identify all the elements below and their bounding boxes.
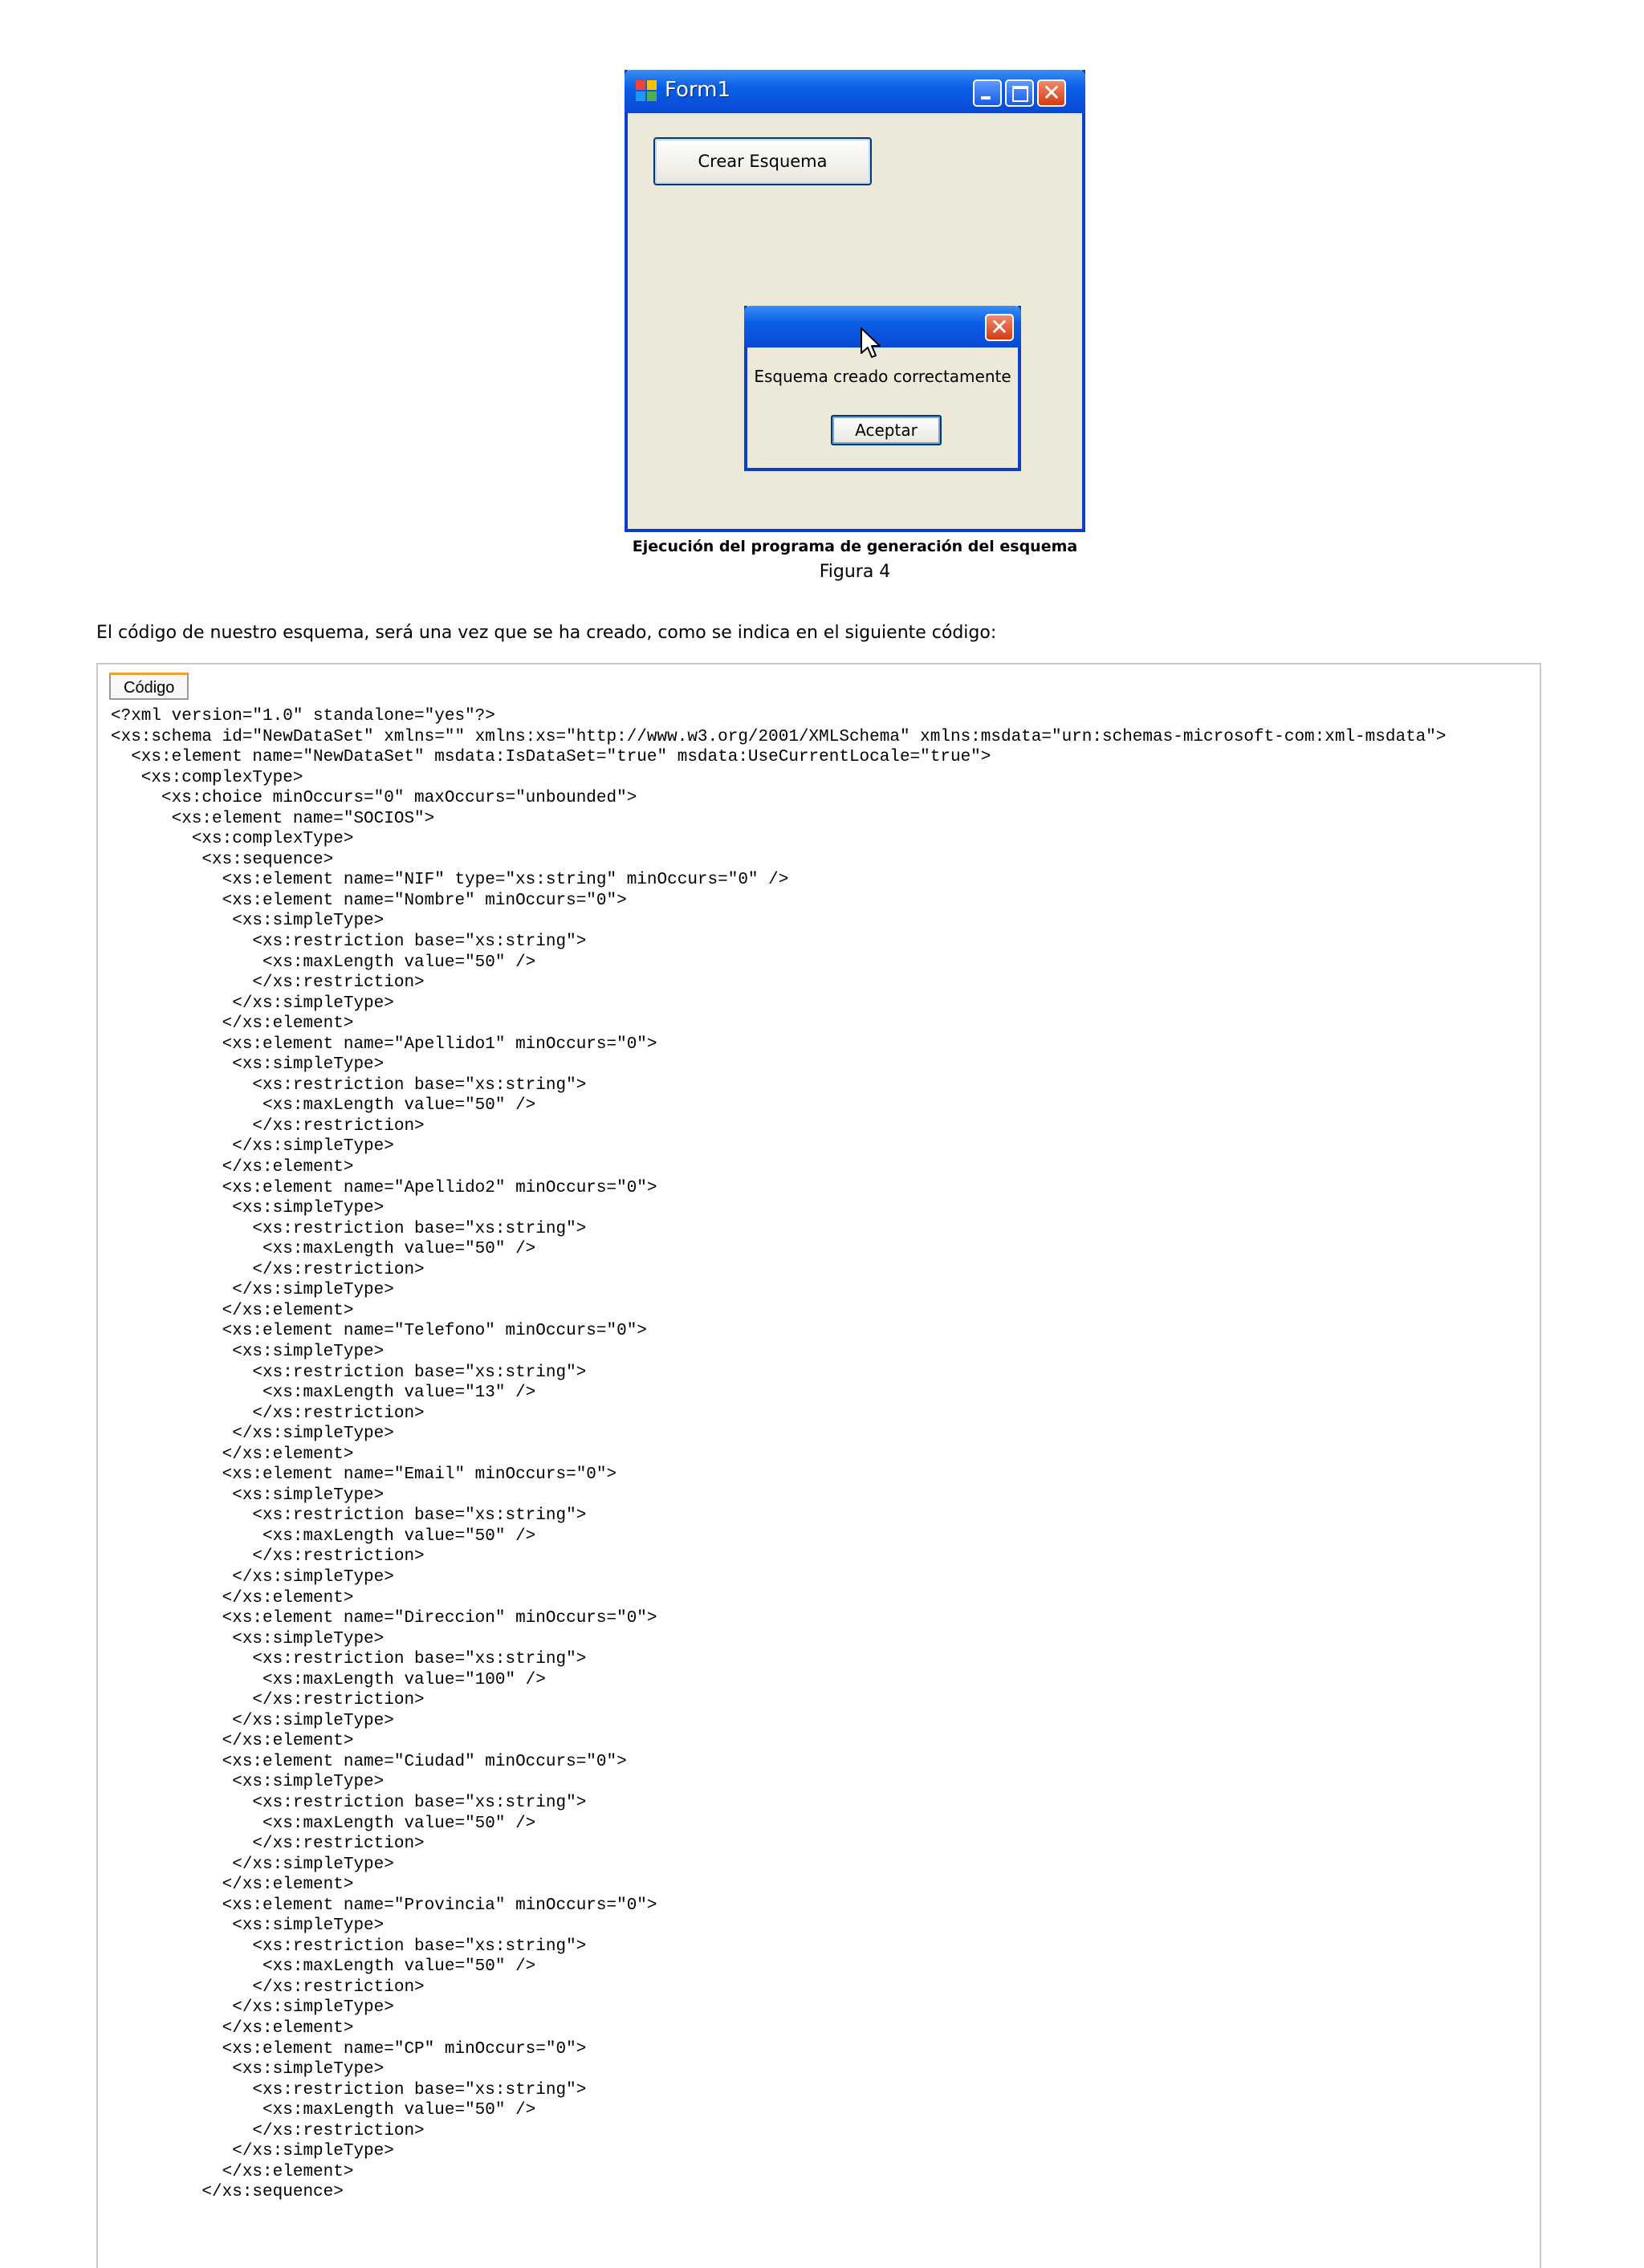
code-line: </xs:element> bbox=[111, 1732, 354, 1751]
code-line: <xs:element name="NewDataSet" msdata:IsDataSet="true" msdata:UseCurrentLocale="true"> bbox=[111, 748, 991, 767]
code-line: <xs:restriction base="xs:string"> bbox=[111, 2080, 587, 2099]
code-line: <xs:simpleType> bbox=[111, 1199, 385, 1218]
code-line: <xs:element name="SOCIOS"> bbox=[111, 809, 435, 828]
code-line: </xs:restriction> bbox=[111, 973, 425, 993]
code-line: <xs:simpleType> bbox=[111, 1916, 385, 1936]
code-line: </xs:simpleType> bbox=[111, 1281, 394, 1300]
code-line: <xs:maxLength value="13" /> bbox=[111, 1384, 536, 1403]
code-tab[interactable]: Código bbox=[109, 673, 189, 700]
message-box-close-icon[interactable]: ✕ bbox=[985, 314, 1014, 341]
code-line: </xs:simpleType> bbox=[111, 2142, 394, 2161]
form1-titlebar bbox=[625, 70, 1085, 113]
code-box bbox=[96, 663, 1541, 2268]
code-line: </xs:simpleType> bbox=[111, 1711, 394, 1730]
code-line: <xs:element name="Apellido2" minOccurs="0"> bbox=[111, 1178, 657, 1197]
code-line: <xs:schema id="NewDataSet" xmlns="" xmlns:xs="http://www.w3.org/2001/XMLSchema" xmlns:msdata="urn:schemas-microsoft-com:xml-msdata"> bbox=[111, 727, 1447, 746]
code-line: <xs:restriction base="xs:string"> bbox=[111, 933, 587, 952]
message-box bbox=[744, 306, 1021, 471]
maximize-icon[interactable] bbox=[1005, 79, 1034, 107]
code-line: </xs:simpleType> bbox=[111, 1998, 394, 2018]
code-line: <xs:restriction base="xs:string"> bbox=[111, 1506, 587, 1526]
code-line: <xs:complexType> bbox=[111, 768, 303, 787]
code-line: <xs:maxLength value="50" /> bbox=[111, 2101, 536, 2120]
code-line: <xs:maxLength value="50" /> bbox=[111, 1814, 536, 1833]
minimize-icon[interactable] bbox=[973, 79, 1002, 107]
code-line: <xs:restriction base="xs:string"> bbox=[111, 1075, 587, 1095]
code-line: </xs:restriction> bbox=[111, 1116, 425, 1136]
code-line: </xs:restriction> bbox=[111, 1404, 425, 1423]
code-line: <xs:restriction base="xs:string"> bbox=[111, 1363, 587, 1382]
code-line: </xs:restriction> bbox=[111, 1547, 425, 1567]
app-icon bbox=[636, 80, 657, 101]
code-line: </xs:element> bbox=[111, 2162, 354, 2181]
code-line: </xs:restriction> bbox=[111, 1691, 425, 1710]
code-line: <xs:element name="Ciudad" minOccurs="0"> bbox=[111, 1752, 627, 1771]
code-listing bbox=[111, 706, 1446, 2203]
code-line: <xs:element name="CP" minOccurs="0"> bbox=[111, 2039, 587, 2059]
code-line: </xs:sequence> bbox=[111, 2183, 344, 2202]
code-line: </xs:simpleType> bbox=[111, 1855, 394, 1874]
code-line: </xs:element> bbox=[111, 2019, 354, 2038]
code-line: <xs:element name="Provincia" minOccurs="0"> bbox=[111, 1896, 657, 1915]
code-line: </xs:restriction> bbox=[111, 1260, 425, 1279]
code-line: <?xml version="1.0" standalone="yes"?> bbox=[111, 707, 495, 726]
code-line: <xs:maxLength value="50" /> bbox=[111, 1096, 536, 1116]
code-line: </xs:element> bbox=[111, 1301, 354, 1320]
code-line: <xs:maxLength value="50" /> bbox=[111, 953, 536, 972]
code-line: <xs:simpleType> bbox=[111, 1055, 385, 1075]
code-line: <xs:element name="Apellido1" minOccurs="0"> bbox=[111, 1034, 657, 1054]
code-line: <xs:simpleType> bbox=[111, 1486, 385, 1505]
crear-esquema-button[interactable]: Crear Esquema bbox=[653, 137, 872, 185]
code-line: <xs:element name="NIF" type="xs:string" minOccurs="0" /> bbox=[111, 871, 789, 890]
code-line: </xs:simpleType> bbox=[111, 1567, 394, 1587]
intro-paragraph: El código de nuestro esquema, será una vez que se ha creado, como se indica en el siguiente código: bbox=[96, 623, 997, 643]
mouse-cursor-icon bbox=[861, 327, 881, 360]
code-line: <xs:element name="Nombre" minOccurs="0"> bbox=[111, 891, 627, 910]
code-line: <xs:simpleType> bbox=[111, 1342, 385, 1361]
code-line: <xs:simpleType> bbox=[111, 912, 385, 931]
code-line: </xs:element> bbox=[111, 1876, 354, 1895]
code-line: </xs:restriction> bbox=[111, 1977, 425, 1997]
code-line: <xs:simpleType> bbox=[111, 2060, 385, 2079]
code-line: </xs:simpleType> bbox=[111, 1425, 394, 1444]
code-line: <xs:maxLength value="50" /> bbox=[111, 1957, 536, 1977]
code-line: </xs:element> bbox=[111, 1588, 354, 1608]
aceptar-button[interactable]: Aceptar bbox=[831, 415, 942, 445]
message-box-titlebar bbox=[744, 306, 1021, 348]
code-line: <xs:restriction base="xs:string"> bbox=[111, 1219, 587, 1238]
code-line: <xs:maxLength value="50" /> bbox=[111, 1240, 536, 1259]
code-line: <xs:restriction base="xs:string"> bbox=[111, 1650, 587, 1669]
code-line: <xs:choice minOccurs="0" maxOccurs="unbounded"> bbox=[111, 789, 637, 808]
code-line: </xs:element> bbox=[111, 1158, 354, 1177]
code-line: </xs:simpleType> bbox=[111, 1137, 394, 1156]
code-line: <xs:restriction base="xs:string"> bbox=[111, 1793, 587, 1812]
code-line: <xs:maxLength value="100" /> bbox=[111, 1670, 546, 1689]
code-line: <xs:element name="Direccion" minOccurs="0"> bbox=[111, 1609, 657, 1628]
figure-number: Figura 4 bbox=[819, 562, 891, 582]
message-text: Esquema creado correctamente bbox=[754, 367, 1011, 386]
code-line: <xs:element name="Telefono" minOccurs="0"> bbox=[111, 1322, 647, 1341]
code-line: <xs:simpleType> bbox=[111, 1773, 385, 1792]
code-line: </xs:restriction> bbox=[111, 1835, 425, 1854]
code-line: <xs:restriction base="xs:string"> bbox=[111, 1937, 587, 1956]
code-line: <xs:sequence> bbox=[111, 850, 334, 869]
window-title: Form1 bbox=[665, 78, 731, 102]
code-line: <xs:element name="Email" minOccurs="0"> bbox=[111, 1465, 617, 1485]
code-line: </xs:element> bbox=[111, 1014, 354, 1034]
close-icon[interactable]: ✕ bbox=[1037, 79, 1066, 107]
figure-caption: Ejecución del programa de generación del esquema bbox=[632, 538, 1078, 555]
code-line: <xs:simpleType> bbox=[111, 1629, 385, 1648]
code-line: </xs:simpleType> bbox=[111, 994, 394, 1013]
code-line: <xs:maxLength value="50" /> bbox=[111, 1526, 536, 1546]
code-line: </xs:restriction> bbox=[111, 2121, 425, 2140]
code-line: </xs:element> bbox=[111, 1445, 354, 1464]
code-line: <xs:complexType> bbox=[111, 830, 354, 849]
